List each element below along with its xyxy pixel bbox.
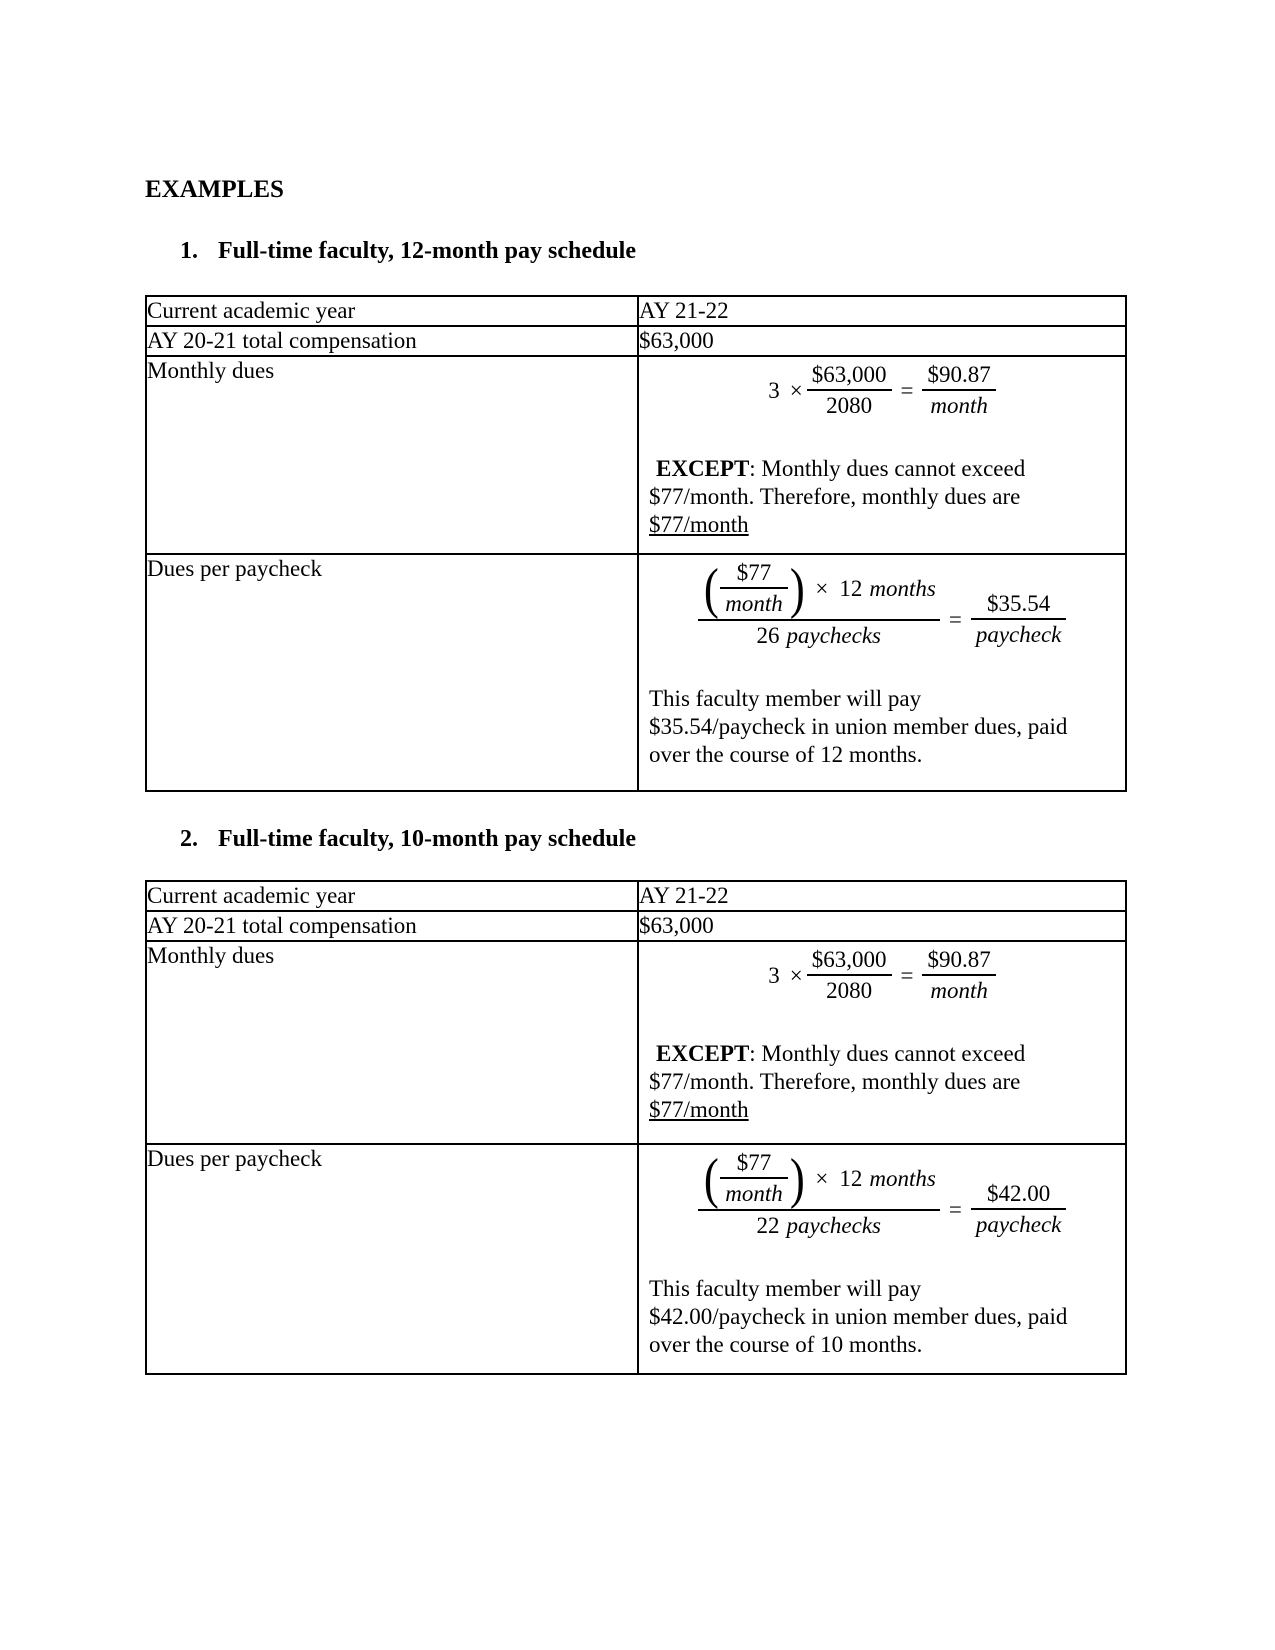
row-label: Monthly dues [146, 356, 638, 554]
multiply-sign: × [815, 1166, 829, 1191]
except-keyword: EXCEPT [656, 456, 750, 481]
fraction-denominator: month [720, 587, 788, 619]
months-word: months [869, 1166, 936, 1191]
except-line: EXCEPT: Monthly dues cannot exceed [656, 456, 1026, 481]
example-1-title-text: Full-time faculty, 12-month pay schedule [218, 238, 636, 264]
outer-fraction-numerator [698, 559, 940, 619]
paycheck-note [639, 685, 1125, 769]
outer-fraction-denominator [698, 1209, 940, 1241]
table-row [146, 296, 1126, 326]
paychecks-word: paychecks [786, 623, 881, 648]
row-value: $63,000 [638, 326, 1126, 356]
example-1-number: 1. [180, 238, 198, 264]
inner-fraction [720, 559, 788, 619]
left-paren: ( [703, 558, 719, 620]
paychecks-count: 22 [756, 1213, 780, 1238]
right-paren: ) [789, 1148, 805, 1210]
table-row [146, 326, 1126, 356]
dues-per-paycheck-formula [639, 559, 1125, 681]
except-line: $77/month. Therefore, monthly dues are [649, 1069, 1021, 1094]
except-line: EXCEPT: Monthly dues cannot exceed [656, 1041, 1026, 1066]
row-label: Dues per paycheck [146, 1144, 638, 1374]
example-2-title [180, 825, 636, 853]
coefficient: 3 [768, 378, 780, 403]
multiply-sign: × [789, 963, 803, 988]
note-line: over the course of 12 months. [649, 742, 923, 767]
example-1-table [145, 295, 1127, 792]
example-1-title [180, 237, 636, 265]
inner-fraction [720, 1149, 788, 1209]
except-keyword: EXCEPT [656, 1041, 750, 1066]
row-label: AY 20-21 total compensation [146, 326, 638, 356]
fraction-denominator: paycheck [971, 1208, 1067, 1240]
row-value: $63,000 [638, 911, 1126, 941]
equals-sign: = [900, 963, 914, 988]
row-label: Monthly dues [146, 941, 638, 1144]
coefficient: 3 [768, 963, 780, 988]
fraction-numerator: $90.87 [927, 947, 991, 972]
row-label: AY 20-21 total compensation [146, 911, 638, 941]
outer-fraction-numerator [698, 1149, 940, 1209]
fraction-numerator: $77 [736, 1150, 772, 1175]
except-line [649, 511, 1115, 539]
fraction [807, 361, 892, 421]
except-note [639, 1040, 1125, 1124]
left-paren: ( [703, 1148, 719, 1210]
equals-sign: = [900, 378, 914, 403]
fraction-denominator: month [922, 389, 995, 421]
paycheck-note [639, 1275, 1125, 1359]
monthly-dues-formula [639, 946, 1125, 1006]
note-line: This faculty member will pay [649, 686, 922, 711]
months-count: 12 [839, 576, 863, 601]
table-row [146, 911, 1126, 941]
result-fraction [971, 590, 1067, 650]
table-row [146, 881, 1126, 911]
fraction [922, 946, 995, 1006]
row-label: Current academic year [146, 881, 638, 911]
example-2-title-text: Full-time faculty, 10-month pay schedule [218, 826, 636, 852]
page-title: EXAMPLES [145, 176, 284, 203]
dues-per-paycheck-cell [638, 1144, 1126, 1374]
fraction-denominator: 2080 [807, 974, 892, 1006]
fraction-numerator: $90.87 [927, 362, 991, 387]
note-line: This faculty member will pay [649, 1276, 922, 1301]
fraction-denominator: 2080 [807, 389, 892, 421]
table-row [146, 356, 1126, 554]
monthly-dues-cell [638, 941, 1126, 1144]
example-2-number: 2. [180, 826, 198, 852]
months-count: 12 [839, 1166, 863, 1191]
fraction-numerator: $63,000 [811, 362, 887, 387]
table-row [146, 941, 1126, 1144]
fraction-numerator: $35.54 [986, 591, 1051, 616]
row-value: AY 21-22 [638, 881, 1126, 911]
except-note [639, 455, 1125, 539]
row-value: AY 21-22 [638, 296, 1126, 326]
monthly-dues-cell [638, 356, 1126, 554]
table-row [146, 554, 1126, 791]
row-label: Dues per paycheck [146, 554, 638, 791]
outer-fraction [698, 559, 940, 651]
outer-fraction [698, 1149, 940, 1241]
fraction-denominator: paycheck [971, 618, 1067, 650]
result-fraction [971, 1180, 1067, 1240]
equals-sign: = [948, 607, 962, 632]
multiply-sign: × [815, 576, 829, 601]
fraction-numerator: $63,000 [811, 947, 887, 972]
note-line: over the course of 10 months. [649, 1332, 923, 1357]
paychecks-word: paychecks [786, 1213, 881, 1238]
fraction-denominator: month [922, 974, 995, 1006]
multiply-sign: × [789, 378, 803, 403]
paychecks-count: 26 [756, 623, 780, 648]
underlined-amount: $77/month [649, 512, 749, 537]
monthly-dues-formula [639, 361, 1125, 421]
right-paren: ) [789, 558, 805, 620]
except-line: $77/month. Therefore, monthly dues are [649, 484, 1021, 509]
note-line: $42.00/paycheck in union member dues, paid [649, 1304, 1068, 1329]
equals-sign: = [948, 1197, 962, 1222]
months-word: months [869, 576, 936, 601]
fraction-numerator: $42.00 [986, 1181, 1051, 1206]
note-line: $35.54/paycheck in union member dues, paid [649, 714, 1068, 739]
underlined-amount: $77/month [649, 1097, 749, 1122]
except-line [649, 1096, 1115, 1124]
example-2-table [145, 880, 1127, 1375]
dues-per-paycheck-cell [638, 554, 1126, 791]
fraction-numerator: $77 [736, 560, 772, 585]
dues-per-paycheck-formula [639, 1149, 1125, 1271]
fraction [922, 361, 995, 421]
outer-fraction-denominator [698, 619, 940, 651]
fraction-denominator: month [720, 1177, 788, 1209]
row-label: Current academic year [146, 296, 638, 326]
fraction [807, 946, 892, 1006]
table-row [146, 1144, 1126, 1374]
